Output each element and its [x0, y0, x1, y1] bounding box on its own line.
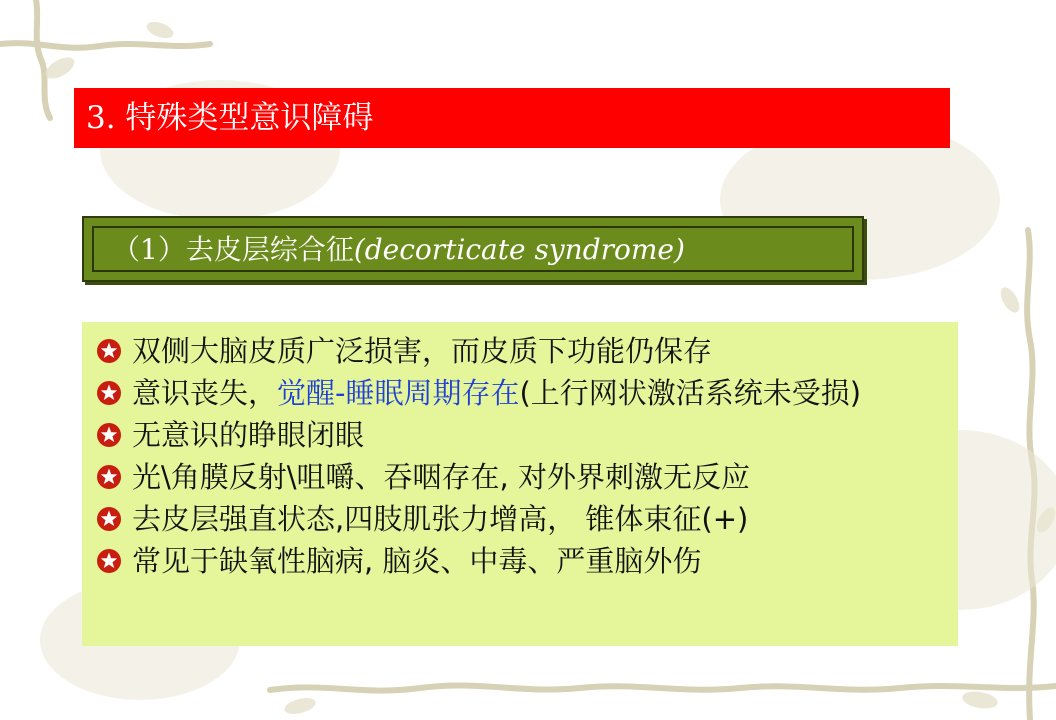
star-circle-icon	[96, 422, 122, 448]
list-item-text: 光\角膜反射\咀嚼、吞咽存在, 对外界刺激无反应	[132, 460, 750, 494]
subtitle	[92, 226, 854, 272]
subtitle-english: (decorticate syndrome)	[353, 233, 685, 266]
list-item	[96, 540, 944, 582]
highlight-text: 觉醒-睡眠周期存在	[277, 376, 520, 410]
star-circle-icon	[96, 548, 122, 574]
list-item-text-pre: 意识丧失，	[132, 376, 278, 410]
list-item-text: 去皮层强直状态,四肢肌张力增高， 锥体束征(+)	[132, 502, 749, 536]
list-item-text	[132, 372, 861, 414]
list-item	[96, 372, 944, 414]
subtitle-box	[82, 216, 864, 282]
list-item	[96, 414, 944, 456]
list-item-text: 双侧大脑皮质广泛损害，而皮质下功能仍保存	[132, 334, 713, 368]
star-circle-icon	[96, 506, 122, 532]
list-item-text-post: (上行网状激活系统未受损)	[519, 376, 862, 410]
bullet-list	[82, 322, 958, 646]
subtitle-chinese: （1）去皮层综合征	[112, 233, 354, 266]
star-circle-icon	[96, 464, 122, 490]
list-item	[96, 456, 944, 498]
slide-title: 3. 特殊类型意识障碍	[74, 88, 950, 148]
list-item-text: 无意识的睁眼闭眼	[132, 418, 365, 452]
list-item-text: 常见于缺氧性脑病, 脑炎、中毒、严重脑外伤	[132, 544, 702, 578]
star-circle-icon	[96, 380, 122, 406]
star-circle-icon	[96, 338, 122, 364]
list-item	[96, 498, 944, 540]
list-item	[96, 330, 944, 372]
